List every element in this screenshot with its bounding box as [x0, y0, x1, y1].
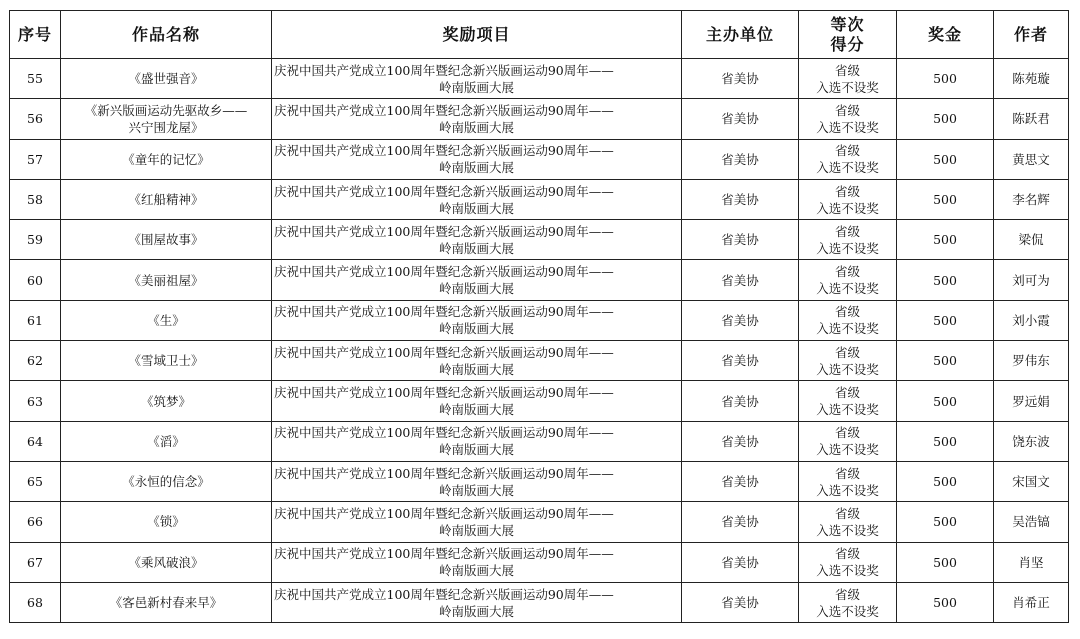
cell-grade-line: 入选不设奖: [816, 442, 879, 458]
cell-award-project-line: 岭南版画大展: [438, 603, 514, 619]
cell-index: 61: [10, 300, 61, 340]
cell-award-project-line: 庆祝中国共产党成立100周年暨纪念新兴版画运动90周年——: [274, 465, 614, 481]
cell-grade-line: 入选不设奖: [816, 200, 879, 216]
cell-work-name: [61, 260, 272, 300]
cell-award-project-line: 庆祝中国共产党成立100周年暨纪念新兴版画运动90周年——: [274, 62, 614, 78]
cell-award-project-line: 岭南版画大展: [438, 482, 514, 498]
cell-grade-line: 省级: [834, 264, 860, 280]
cell-grade-line: 省级: [834, 546, 860, 562]
cell-author: 肖坚: [994, 542, 1069, 582]
cell-author: 陈苑璇: [994, 59, 1069, 99]
cell-work-name: [61, 220, 272, 260]
header-index: 序号: [10, 11, 61, 59]
cell-grade-line: 入选不设奖: [816, 522, 879, 538]
cell-award-project: [272, 421, 682, 461]
cell-index: 66: [10, 502, 61, 542]
award-table: [9, 10, 1069, 623]
cell-work-name-line: 《生》: [147, 312, 185, 328]
cell-grade-line: 入选不设奖: [816, 563, 879, 579]
table-row: [10, 139, 1069, 179]
cell-award-project-line: 岭南版画大展: [438, 160, 514, 176]
cell-grade: [799, 542, 897, 582]
cell-award-project: [272, 179, 682, 219]
header-grade-line1: 等次: [830, 14, 865, 34]
cell-prize: 500: [897, 502, 994, 542]
cell-work-name: [61, 300, 272, 340]
cell-work-name: [61, 421, 272, 461]
cell-work-name-line: 《新兴版画运动先驱故乡——: [84, 102, 248, 118]
cell-grade-line: 入选不设奖: [816, 321, 879, 337]
cell-work-name: [61, 139, 272, 179]
cell-award-project: [272, 502, 682, 542]
cell-award-project-line: 岭南版画大展: [438, 200, 514, 216]
cell-organizer: 省美协: [682, 502, 799, 542]
cell-prize: 500: [897, 461, 994, 501]
cell-award-project: [272, 461, 682, 501]
cell-grade-line: 入选不设奖: [816, 482, 879, 498]
cell-author: 吴浩镐: [994, 502, 1069, 542]
cell-grade: [799, 502, 897, 542]
cell-organizer: 省美协: [682, 220, 799, 260]
cell-author: 李名辉: [994, 179, 1069, 219]
header-organizer: 主办单位: [682, 11, 799, 59]
cell-grade-line: 省级: [834, 344, 860, 360]
cell-grade-line: 省级: [834, 425, 860, 441]
cell-work-name-line: 《筑梦》: [140, 393, 191, 409]
cell-grade-line: 省级: [834, 586, 860, 602]
table-row: [10, 542, 1069, 582]
cell-award-project-line: 岭南版画大展: [438, 79, 514, 95]
cell-award-project-line: 岭南版画大展: [438, 522, 514, 538]
cell-grade-line: 省级: [834, 223, 860, 239]
cell-work-name-line: 兴宁围龙屋》: [128, 119, 204, 135]
cell-grade-line: 省级: [834, 183, 860, 199]
header-award-project: 奖励项目: [272, 11, 682, 59]
cell-author: 罗伟东: [994, 341, 1069, 381]
cell-index: 63: [10, 381, 61, 421]
cell-index: 62: [10, 341, 61, 381]
cell-author: 宋国文: [994, 461, 1069, 501]
cell-award-project-line: 庆祝中国共产党成立100周年暨纪念新兴版画运动90周年——: [274, 385, 614, 401]
cell-award-project-line: 岭南版画大展: [438, 240, 514, 256]
cell-grade: [799, 99, 897, 139]
cell-award-project-line: 岭南版画大展: [438, 281, 514, 297]
cell-grade-line: 省级: [834, 385, 860, 401]
cell-award-project-line: 庆祝中国共产党成立100周年暨纪念新兴版画运动90周年——: [274, 546, 614, 562]
cell-award-project-line: 岭南版画大展: [438, 321, 514, 337]
table-row: [10, 582, 1069, 622]
cell-author: 刘小霞: [994, 300, 1069, 340]
cell-prize: 500: [897, 220, 994, 260]
cell-grade-line: 省级: [834, 505, 860, 521]
cell-grade-line: 入选不设奖: [816, 240, 879, 256]
table-row: [10, 421, 1069, 461]
cell-index: 64: [10, 421, 61, 461]
table-row: [10, 260, 1069, 300]
cell-work-name-line: 《永恒的信念》: [122, 474, 210, 490]
cell-grade: [799, 59, 897, 99]
cell-work-name-line: 《雪域卫士》: [128, 353, 204, 369]
cell-prize: 500: [897, 59, 994, 99]
cell-organizer: 省美协: [682, 59, 799, 99]
cell-index: 57: [10, 139, 61, 179]
cell-work-name-line: 《围屋故事》: [128, 232, 204, 248]
cell-grade-line: 省级: [834, 143, 860, 159]
cell-work-name: [61, 59, 272, 99]
table-row: [10, 179, 1069, 219]
cell-index: 56: [10, 99, 61, 139]
cell-award-project-line: 岭南版画大展: [438, 361, 514, 377]
cell-award-project-line: 庆祝中国共产党成立100周年暨纪念新兴版画运动90周年——: [274, 143, 614, 159]
cell-grade: [799, 341, 897, 381]
cell-index: 68: [10, 582, 61, 622]
table-row: [10, 341, 1069, 381]
cell-index: 55: [10, 59, 61, 99]
cell-award-project: [272, 542, 682, 582]
cell-grade: [799, 300, 897, 340]
cell-work-name: [61, 381, 272, 421]
cell-award-project-line: 庆祝中国共产党成立100周年暨纪念新兴版画运动90周年——: [274, 304, 614, 320]
cell-grade: [799, 461, 897, 501]
cell-organizer: 省美协: [682, 341, 799, 381]
header-grade-line2: 得分: [830, 34, 865, 54]
cell-index: 65: [10, 461, 61, 501]
cell-prize: 500: [897, 582, 994, 622]
cell-organizer: 省美协: [682, 139, 799, 179]
cell-author: 陈跃君: [994, 99, 1069, 139]
cell-index: 67: [10, 542, 61, 582]
header-row: [10, 11, 1069, 59]
cell-grade-line: 入选不设奖: [816, 361, 879, 377]
cell-work-name-line: 《童年的记忆》: [122, 151, 210, 167]
cell-grade-line: 入选不设奖: [816, 402, 879, 418]
table-header: [10, 11, 1069, 59]
cell-work-name: [61, 542, 272, 582]
cell-grade: [799, 260, 897, 300]
cell-award-project-line: 岭南版画大展: [438, 563, 514, 579]
cell-organizer: 省美协: [682, 260, 799, 300]
cell-grade-line: 省级: [834, 304, 860, 320]
header-author: 作者: [994, 11, 1069, 59]
cell-prize: 500: [897, 542, 994, 582]
cell-award-project: [272, 300, 682, 340]
cell-work-name: [61, 99, 272, 139]
cell-award-project: [272, 59, 682, 99]
cell-work-name-line: 《乘风破浪》: [128, 554, 204, 570]
cell-grade: [799, 179, 897, 219]
cell-author: 饶东波: [994, 421, 1069, 461]
cell-grade-line: 省级: [834, 62, 860, 78]
cell-work-name-line: 《滔》: [147, 433, 185, 449]
cell-award-project-line: 庆祝中国共产党成立100周年暨纪念新兴版画运动90周年——: [274, 223, 614, 239]
header-work-name: 作品名称: [61, 11, 272, 59]
table-row: [10, 300, 1069, 340]
cell-work-name: [61, 502, 272, 542]
table-row: [10, 220, 1069, 260]
cell-index: 60: [10, 260, 61, 300]
cell-grade-line: 入选不设奖: [816, 119, 879, 135]
cell-organizer: 省美协: [682, 582, 799, 622]
cell-award-project-line: 岭南版画大展: [438, 402, 514, 418]
cell-grade: [799, 381, 897, 421]
table-body: [10, 59, 1069, 623]
cell-prize: 500: [897, 381, 994, 421]
cell-grade: [799, 139, 897, 179]
cell-award-project-line: 庆祝中国共产党成立100周年暨纪念新兴版画运动90周年——: [274, 586, 614, 602]
cell-work-name: [61, 341, 272, 381]
cell-index: 59: [10, 220, 61, 260]
cell-prize: 500: [897, 179, 994, 219]
cell-work-name-line: 《美丽祖屋》: [128, 272, 204, 288]
cell-prize: 500: [897, 341, 994, 381]
cell-award-project-line: 庆祝中国共产党成立100周年暨纪念新兴版画运动90周年——: [274, 102, 614, 118]
table-row: [10, 502, 1069, 542]
cell-award-project-line: 岭南版画大展: [438, 442, 514, 458]
cell-award-project-line: 庆祝中国共产党成立100周年暨纪念新兴版画运动90周年——: [274, 264, 614, 280]
cell-work-name: [61, 179, 272, 219]
cell-organizer: 省美协: [682, 421, 799, 461]
cell-grade-line: 入选不设奖: [816, 160, 879, 176]
cell-prize: 500: [897, 99, 994, 139]
cell-award-project-line: 庆祝中国共产党成立100周年暨纪念新兴版画运动90周年——: [274, 183, 614, 199]
cell-work-name: [61, 461, 272, 501]
cell-organizer: 省美协: [682, 542, 799, 582]
cell-work-name-line: 《客邑新村春来早》: [109, 595, 223, 610]
cell-organizer: 省美协: [682, 99, 799, 139]
cell-award-project: [272, 582, 682, 622]
cell-award-project: [272, 341, 682, 381]
cell-award-project: [272, 99, 682, 139]
cell-author: 刘可为: [994, 260, 1069, 300]
table-row: [10, 99, 1069, 139]
cell-work-name: [61, 582, 272, 622]
cell-award-project-line: 岭南版画大展: [438, 119, 514, 135]
cell-organizer: 省美协: [682, 300, 799, 340]
cell-award-project-line: 庆祝中国共产党成立100周年暨纪念新兴版画运动90周年——: [274, 344, 614, 360]
cell-award-project: [272, 381, 682, 421]
cell-author: 黄思文: [994, 139, 1069, 179]
cell-work-name-line: 《锁》: [147, 514, 185, 530]
cell-award-project-line: 庆祝中国共产党成立100周年暨纪念新兴版画运动90周年——: [274, 425, 614, 441]
header-grade: [799, 11, 897, 59]
award-table-container: [9, 10, 1069, 623]
cell-grade: [799, 421, 897, 461]
cell-award-project: [272, 139, 682, 179]
cell-grade-line: 入选不设奖: [816, 281, 879, 297]
cell-author: 罗远娟: [994, 381, 1069, 421]
cell-grade-line: 省级: [834, 465, 860, 481]
cell-author: 肖希正: [994, 582, 1069, 622]
cell-work-name-line: 《盛世强音》: [128, 71, 204, 87]
cell-grade-line: 入选不设奖: [816, 603, 879, 619]
cell-author: 梁侃: [994, 220, 1069, 260]
cell-grade-line: 省级: [834, 102, 860, 118]
cell-organizer: 省美协: [682, 179, 799, 219]
cell-organizer: 省美协: [682, 461, 799, 501]
cell-organizer: 省美协: [682, 381, 799, 421]
cell-prize: 500: [897, 260, 994, 300]
header-prize: 奖金: [897, 11, 994, 59]
cell-prize: 500: [897, 300, 994, 340]
cell-grade: [799, 582, 897, 622]
cell-prize: 500: [897, 139, 994, 179]
cell-index: 58: [10, 179, 61, 219]
cell-award-project: [272, 220, 682, 260]
cell-prize: 500: [897, 421, 994, 461]
table-row: [10, 59, 1069, 99]
table-row: [10, 381, 1069, 421]
cell-grade-line: 入选不设奖: [816, 79, 879, 95]
cell-award-project: [272, 260, 682, 300]
cell-work-name-line: 《红船精神》: [128, 192, 204, 208]
table-row: [10, 461, 1069, 501]
cell-award-project-line: 庆祝中国共产党成立100周年暨纪念新兴版画运动90周年——: [274, 505, 614, 521]
cell-grade: [799, 220, 897, 260]
